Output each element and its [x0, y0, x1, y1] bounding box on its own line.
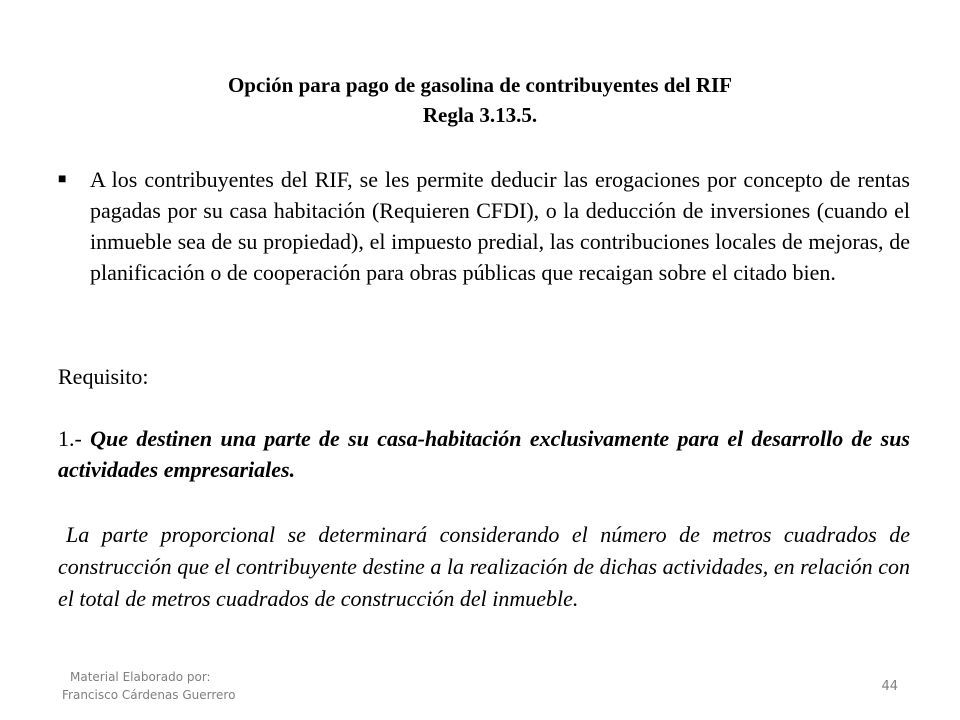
footer-credit-line-1: Material Elaborado por: [70, 670, 211, 684]
footer-credit-line-2: Francisco Cárdenas Guerrero [62, 688, 236, 702]
requisito-label: Requisito: [58, 364, 149, 389]
footer-credit [62, 668, 235, 704]
slide-title [60, 70, 900, 130]
requirement-text: Que destinen una parte de su casa-habitación exclusivamente para el desarrollo de sus actividades empresariales. [58, 426, 910, 482]
square-bullet-icon: ■ [58, 172, 67, 187]
bullet-text: A los contribuyentes del RIF, se les permite deducir las erogaciones por concepto de rentas pagadas por su casa habitación (Requieren CFDI), o la deducción de inversiones (cuando el inmueble sea de su propiedad), el impuesto predial, las contribuciones locales de mejoras, de planificación o de cooperación para obras públicas que recaigan sobre el citado bien. [90, 167, 910, 285]
title-line-2: Regla 3.13.5. [422, 103, 538, 127]
title-line-1: Opción para pago de gasolina de contribuyentes del RIF [227, 73, 733, 97]
requirement-item-1 [58, 423, 910, 485]
bullet-item [58, 164, 910, 288]
proportional-paragraph: La parte proporcional se determinará considerando el número de metros cuadrados de construcción que el contribuyente destine a la realización de dichas actividades, en relación con el total de metros cuadrados de construcción del inmueble. [58, 522, 910, 611]
page-number: 44 [881, 679, 898, 694]
requirement-number: 1.- [58, 426, 82, 451]
